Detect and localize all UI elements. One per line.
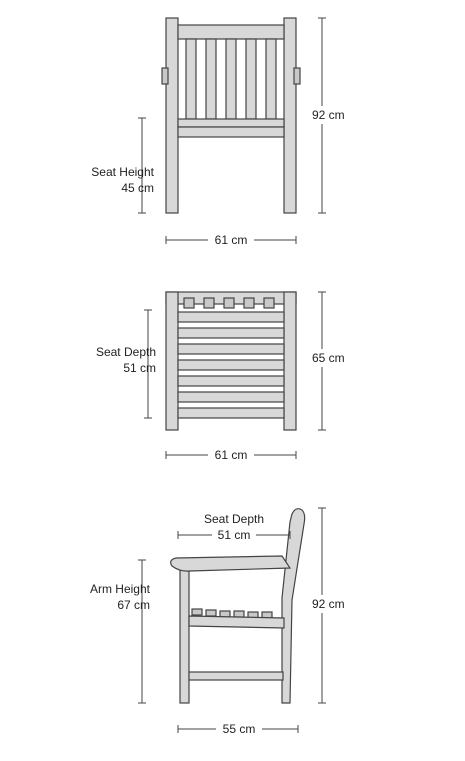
side-height-dimension xyxy=(310,508,347,703)
front-height-dimension xyxy=(310,18,347,213)
front-right-post xyxy=(284,18,296,213)
side-seat-depth-dimension xyxy=(178,512,290,542)
front-right-arm xyxy=(294,68,300,84)
top-view xyxy=(96,292,347,462)
top-seat-slats xyxy=(178,312,284,418)
front-width-label: 61 cm xyxy=(214,233,248,247)
front-seat-height-dimension xyxy=(91,118,154,213)
top-seat-depth-dimension xyxy=(96,310,156,418)
top-seat-depth-value: 51 cm xyxy=(123,361,156,375)
front-left-post xyxy=(166,18,178,213)
top-width-label: 61 cm xyxy=(214,448,248,462)
front-back-slats xyxy=(186,39,276,119)
side-arm xyxy=(171,556,290,571)
top-depth-label: 65 cm xyxy=(312,351,345,365)
top-left-arm xyxy=(166,292,178,430)
front-seat-apron xyxy=(178,127,284,137)
side-view xyxy=(90,508,347,736)
side-seat-depth-value: 51 cm xyxy=(217,528,251,542)
front-height-label: 92 cm xyxy=(312,108,345,122)
side-depth-dimension xyxy=(178,722,298,736)
side-lower-stretcher xyxy=(189,672,283,680)
front-seat-height-value: 45 cm xyxy=(121,181,154,195)
side-depth-label: 55 cm xyxy=(222,722,256,736)
front-top-rail xyxy=(178,25,284,39)
side-back-post xyxy=(282,509,305,703)
top-depth-dimension xyxy=(310,292,347,430)
front-seat-height-title: Seat Height xyxy=(91,165,154,179)
side-seat-rail xyxy=(189,616,284,628)
front-view xyxy=(91,18,346,247)
side-arm-height-title: Arm Height xyxy=(89,582,150,596)
side-arm-height-value: 67 cm xyxy=(117,598,150,612)
side-seat-depth-title: Seat Depth xyxy=(203,512,265,526)
front-seat-rail xyxy=(178,119,284,127)
side-height-label: 92 cm xyxy=(312,597,345,611)
side-front-leg xyxy=(180,570,189,703)
front-width-dimension xyxy=(166,233,296,247)
top-width-dimension xyxy=(166,448,296,462)
top-seat-depth-title: Seat Depth xyxy=(95,345,156,359)
front-left-arm xyxy=(162,68,168,84)
top-right-arm xyxy=(284,292,296,430)
side-arm-height-dimension xyxy=(90,560,151,703)
